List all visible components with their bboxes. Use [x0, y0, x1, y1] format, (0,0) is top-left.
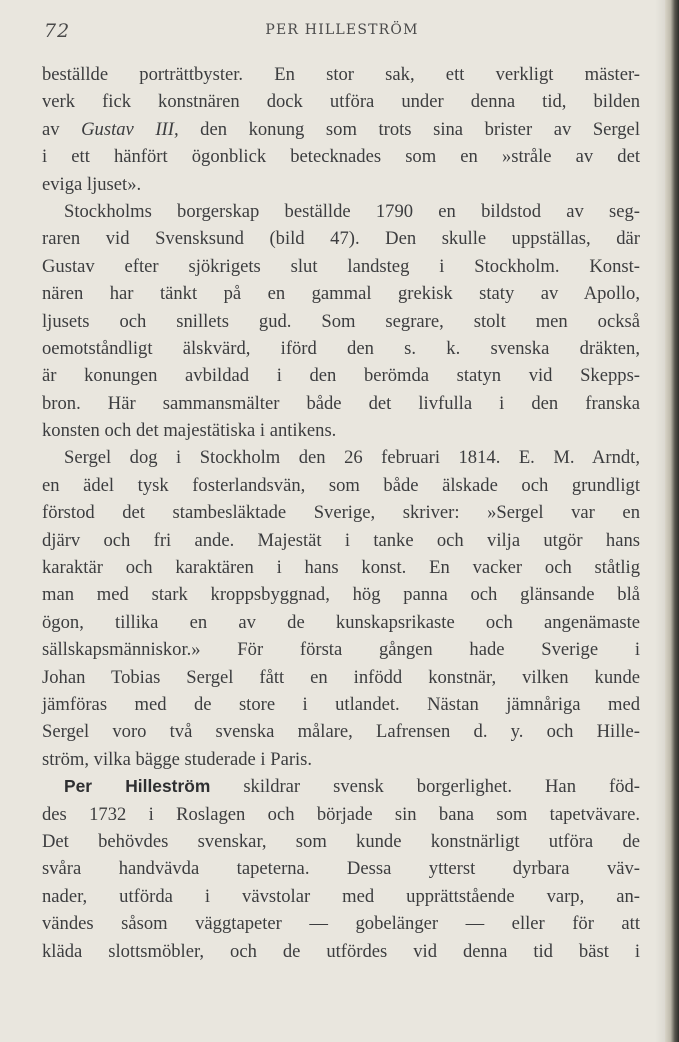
text-line [42, 390, 640, 417]
page-header [44, 20, 640, 46]
text-line [42, 691, 640, 718]
line-text: sällskapsmänniskor.» För första gången hade Sverige i [42, 639, 640, 661]
line-text: konsten och det majestätiska i antikens. [42, 420, 337, 442]
line-text: Johan Tobias Sergel fått en infödd konstnär, vilken kunde [42, 666, 640, 688]
page-gutter-shadow [655, 0, 665, 1042]
line-text: des 1732 i Roslagen och började sin bana som tapetvävare. [42, 803, 640, 825]
text-line [42, 554, 640, 581]
text-line [42, 253, 640, 280]
text-line [42, 88, 640, 115]
line-text: beställde porträttbyster. En stor sak, ett verkligt mäster- [42, 64, 640, 85]
text-line [42, 225, 640, 252]
line-text: svåra handvävda tapeterna. Dessa ytterst dyrbara väv- [42, 858, 640, 880]
line-text: nären har tänkt på en gammal grekisk staty av Apollo, [42, 283, 640, 305]
line-text: Det behövdes svenskar, som kunde konstnärligt utföra de [42, 830, 640, 852]
text-line [42, 801, 640, 828]
text-line [42, 883, 640, 910]
text-line [42, 664, 640, 691]
line-text: vändes såsom väggtapeter — gobelänger — eller för att [42, 913, 640, 935]
line-text: den konung som trots sina brister av Sergel [178, 118, 640, 140]
line-text: ström, vilka bägge studerade i Paris. [42, 748, 313, 770]
line-text: av [42, 118, 82, 140]
page-edge [665, 0, 679, 1042]
line-text: djärv och fri ande. Majestät i tanke och vilja utgör hans [42, 529, 640, 551]
line-text: Sergel dog i Stockholm den 26 februari 1814. E. M. Arndt, [64, 447, 640, 469]
line-text: man med stark kroppsbyggnad, hög panna och glänsande blå [42, 584, 640, 606]
text-line [42, 773, 640, 800]
page-number: 72 [44, 20, 71, 42]
text-line [42, 472, 640, 499]
text-line [42, 581, 640, 608]
text-line [42, 116, 640, 143]
text-line [42, 444, 640, 471]
line-text: jämföras med de store i utlandet. Nästan jämnåriga med [42, 693, 640, 715]
text-line [42, 335, 640, 362]
text-line [42, 527, 640, 554]
line-text: Gustav efter sjökrigets slut landsteg i Stockholm. Konst- [42, 255, 640, 277]
line-text: oemotståndligt älskvärd, iförd den s. k. svenska dräkten, [42, 337, 640, 359]
text-line [42, 746, 640, 773]
text-line [42, 636, 640, 663]
text-line [42, 609, 640, 636]
line-text: ögon, tillika en av de kunskapsrikaste och angenämaste [42, 611, 640, 633]
line-text: bron. Här sammansmälter både det livfulla i den franska [42, 392, 640, 414]
text-line [42, 171, 640, 198]
line-text: Sergel voro två svenska målare, Lafrensen d. y. och Hille- [42, 721, 640, 743]
line-text: en ädel tysk fosterlandsvän, som både älskade och grundligt [42, 474, 640, 496]
running-head: PER HILLESTRÖM [265, 22, 419, 38]
text-line [42, 938, 640, 965]
text-line [42, 198, 640, 225]
text-line [42, 362, 640, 389]
line-text: i ett hänfört ögonblick betecknades som en »stråle av det [42, 146, 640, 168]
line-text: förstod det stambesläktade Sverige, skriver: »Sergel var en [42, 502, 640, 524]
line-text: nader, utförda i vävstolar med upprättstående varp, an- [42, 885, 640, 907]
text-line [42, 499, 640, 526]
italic-title: Gustav III, [81, 118, 179, 140]
line-text: ljusets och snillets gud. Som segrare, stolt men också [42, 310, 640, 332]
text-line [42, 828, 640, 855]
text-line [42, 910, 640, 937]
body-text [42, 61, 640, 965]
text-line [42, 855, 640, 882]
line-text: karaktär och karaktären i hans konst. En vacker och ståtlig [42, 557, 640, 579]
line-text: är konungen avbildad i den berömda statyn vid Skepps- [42, 365, 640, 387]
line-text: skildrar svensk borgerlighet. Han föd- [210, 776, 640, 798]
line-text: raren vid Svensksund (bild 47). Den skulle uppställas, där [42, 228, 640, 250]
text-line [42, 143, 640, 170]
text-line [42, 308, 640, 335]
line-text: Stockholms borgerskap beställde 1790 en bildstod av seg- [64, 200, 640, 222]
text-line [42, 280, 640, 307]
text-line [42, 417, 640, 444]
bold-name: Per Hilleström [64, 776, 211, 797]
line-text: eviga ljuset». [42, 173, 142, 195]
line-text: verk fick konstnären dock utföra under denna tid, bilden [42, 91, 640, 113]
text-line [42, 61, 640, 88]
text-line [42, 718, 640, 745]
line-text: kläda slottsmöbler, och de utfördes vid denna tid bäst i [42, 940, 640, 962]
